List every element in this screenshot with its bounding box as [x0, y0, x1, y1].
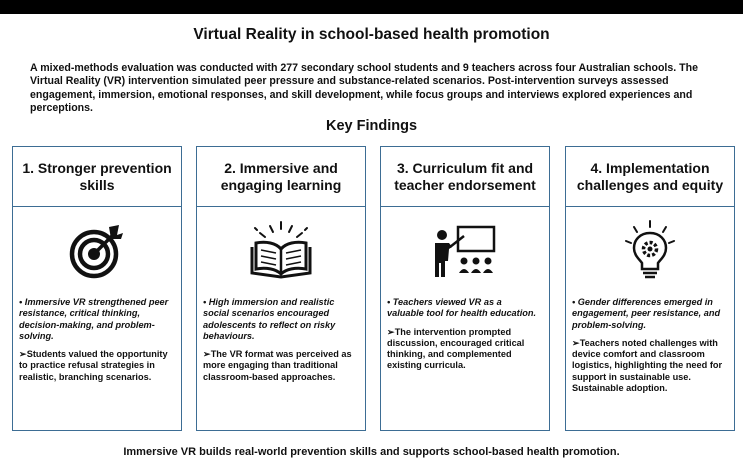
key-findings-heading: Key Findings: [325, 118, 418, 134]
finding-point-1: • Immersive VR strengthened peer resistance, critical thinking, decision-making, and problem-solving.: [19, 297, 169, 341]
finding-point-2: ➢The intervention prompted discussion, encouraged critical thinking, and complemented existing curricula.: [387, 326, 525, 371]
page-title: Virtual Reality in school-based health promotion: [193, 26, 550, 43]
footer-summary: Immersive VR builds real-world prevention skills and supports school-based health promotion.: [123, 446, 620, 458]
finding-point-2: ➢Teachers noted challenges with device comfort and classroom logistics, highlighting the need for support in sustainable use. Sustainable adoption.: [572, 337, 723, 394]
card-title: 2. Immersive and engaging learning: [197, 147, 365, 207]
finding-card-1: [12, 146, 182, 431]
finding-point-2: ➢Students valued the opportunity to practice refusal strategies in realistic, branching scenarios.: [19, 349, 168, 382]
finding-card-4: [565, 146, 735, 431]
finding-point-2: ➢The VR format was perceived as more engaging than traditional classroom-based approaches.: [203, 349, 352, 382]
card-title: 1. Stronger prevention skills: [13, 147, 181, 207]
open-book-icon: [246, 219, 316, 283]
finding-point-1: • Gender differences emerged in engagement, peer resistance, and problem-solving.: [572, 297, 721, 330]
finding-point-1: • High immersion and realistic social scenarios encouraged adolescents to reflect on risky behaviours.: [203, 297, 336, 341]
lightbulb-gear-icon: [620, 219, 680, 283]
teacher-presentation-icon: [430, 221, 500, 281]
top-black-bar: [0, 0, 743, 14]
finding-card-2: [196, 146, 366, 431]
intro-paragraph: A mixed-methods evaluation was conducted with 277 secondary school students and 9 teachers across four Australian schools. The Virtual Reality (VR) intervention simulated peer pressure and substance-related scenarios. Post-intervention surveys assessed engagement, immersion, emotional responses, and skill development, while focus groups and interviews explored experiences and perceptions.: [30, 62, 698, 115]
card-title: 4. Implementation challenges and equity: [566, 147, 734, 207]
finding-card-3: [380, 146, 550, 431]
card-title: 3. Curriculum fit and teacher endorsement: [381, 147, 549, 207]
finding-point-1: • Teachers viewed VR as a valuable tool for health education.: [387, 297, 537, 319]
target-icon: [67, 221, 127, 281]
